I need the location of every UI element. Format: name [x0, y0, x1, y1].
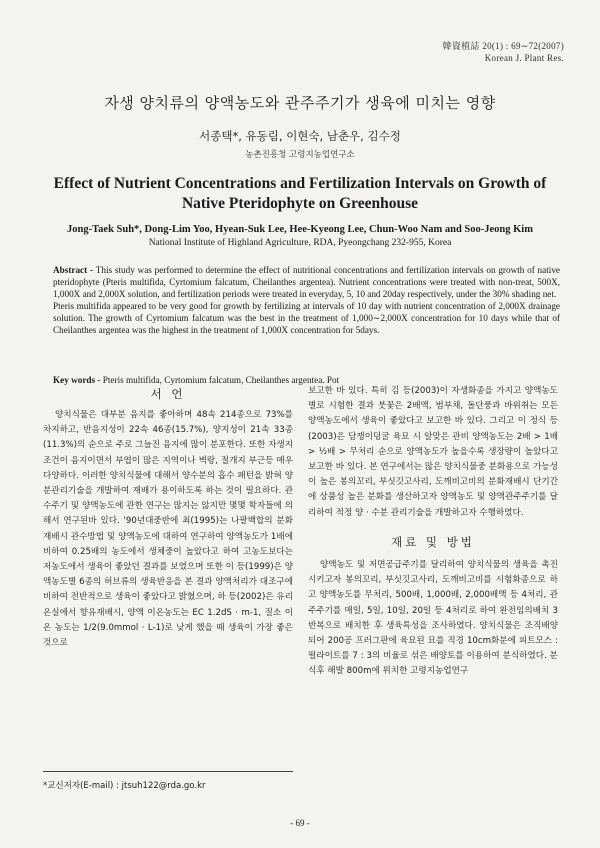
body-column-right: [308, 384, 558, 680]
corresponding-author-footnote: *교신저자(E-mail) : jtsuh122@rda.go.kr: [43, 781, 206, 791]
keywords-label: Key words -: [53, 375, 103, 385]
section-intro-heading-wrap: [43, 386, 293, 410]
authors-english: Jong-Taek Suh*, Dong-Lim Yoo, Hyean-Suk Lee, Hee-Kyeong Lee, Chun-Woo Nam and Soo-Jeong Kim: [67, 224, 533, 235]
title-english: Effect of Nutrient Concentrations and Fertilization Intervals on Growth of Native Pteridophyte on Greenhouse: [53, 175, 547, 212]
abstract-paragraph-1: [53, 264, 560, 300]
abstract-paragraph-2: Pteris multifida appeared to be very good for growth by fertilizing at intervals of 10 day with nutrient concentration of 2,000X drainage solution. The growth of Cyrtomium falcatum was the best in the treatment of 1,000∼2,000X concentration for 10 days while that of Cheilanthes argentea was the highest in the treatment of 1,000X concentration for 5days.: [53, 301, 560, 335]
body-column-left: [43, 408, 293, 651]
abstract: [53, 264, 560, 336]
authors-korean: 서종택*, 유동림, 이현숙, 남춘우, 김수정: [199, 129, 401, 143]
affiliation-korean: 농촌진흥청 고령지농업연구소: [245, 150, 355, 160]
intro-paragraph: 양치식물은 대부분 음지를 좋아하며 48속 214종으로 73%를 차지하고, 반음지성이 22속 46종(15.7%), 양지성이 21속 33종(11.3%)의 순으로 주로 그늘진 음지에 많이 분포한다. 또한 자생지 조건이 음지이면서 부엽이 많은 지역이나 벽랑, 절개지 부근등 매우 다양하다. 이러한 양치식물에 대해서 양수분의 흡수 패턴을 밝혀 양분관리기술을 개발하여 재배가 용이하도록 하는 것이 필요하다. 관수주기 및 양액농도에 관한 연구는 많지는 않지만 몇몇 학자들에 의해서 연구된바 있다. '90년대중반에 최(1995)는 나팔백합의 분화재배시 관수방법 및 양액농도에 대하여 연구하여 양액농도가 1배에 비하여 0.25배의 농도에서 생체중이 높았다고 하여 고농도보다는 저농도에서 생육이 좋았던 결과를 보였으며 또한 이 등(1999)은 양액농도별 6종의 허브류의 생육반응을 본 결과 양액처리가 대조구에 비하여 전반적으로 생육이 좋았다고 밝혔으며, 하 등(2002)은 유리온실에서 향유재배시, 양액 이온농도는 EC 1.2dS · m-1, 질소 이온 농도는 1/2(9.0mmol · L-1)로 낮게 했을 때 생육이 가장 좋은 것으로: [43, 410, 293, 649]
section-heading-intro: 서 언: [150, 387, 186, 401]
section-heading-methods: 재료 및 방법: [391, 534, 475, 549]
page-number: - 69 -: [290, 818, 310, 828]
abstract-label: Abstract -: [53, 265, 96, 275]
footnote-divider: [43, 771, 293, 772]
spacer: [308, 521, 558, 535]
title-korean: 자생 양치류의 양액농도와 관주주기가 생육에 미치는 영향: [104, 94, 496, 112]
abstract-text-1: This study was performed to determine the effect of nutritional concentrations and fertilization intervals on growth of native pteridophyte (Pteris multifida, Cyrtomium falcatum, Cheilanthes argentea). Nutrient concentrations were treated with non-treat, 500X, 1,000X and 2,000X solution, and fertilization periods were treated in everyday, 5, 10 and 20day respectively, under the 30% shading net.: [53, 265, 560, 299]
keywords-text: Pteris multifida, Cyrtomium falcatum, Cheilanthes argentea. Pot: [102, 375, 340, 385]
intro-paragraph-continued: 보고한 바 있다. 특히 김 등(2003)이 자생화종을 가지고 양액농도별로 시험한 결과 붓꽃은 2배액, 범부채, 돌단풍과 바위취는 모든 양액농도에서 생육이 좋았다고 보고한 바 있다. 그리고 이 정식 등(2003)은 담쟁이덩굴 육묘 시 알맞은 관비 양액농도는 2배 > 1배 > ½배 > 무처리 순으로 양액농도가 높을수록 생장량이 높았다고 보고한 바 있다. 본 연구에서는 많은 양치식물중 분화용으로 가능성이 높은 봉의꼬리, 부싯깃고사리, 도깨비고비의 분화재배시 단기간에 상품성 높은 분화를 생산하고자 양액농도 및 양액관주주기를 달리하여 적정 양 · 수분 관리기술을 개발하고자 수행하였다.: [308, 386, 558, 518]
methods-paragraph: 양액농도 및 저면공급주기를 달리하여 양치식물의 생육을 촉진시키고자 봉의꼬리, 부싯깃고사리, 도깨비고비를 시험화종으로 하고 양액농도를 무처리, 500배, 1,000배, 2,000배액 등 4처리, 관주주기를 매일, 5일, 10일, 20일 등 4처리로 하여 완전임의배치 3반복으로 배치한 후 생육특성을 조사하였다. 양치식물은 조직배양되어 200공 프러그판에 육묘된 묘를 직경 10cm화분에 피트모스 : 펄라이트를 7 : 3의 비율로 섞은 배양토를 이용하여 분식하였다. 분식후 해발 800m에 위치한 고령지농업연구: [308, 560, 558, 677]
journal-citation: 韓資植誌 20(1) : 69∼72(2007): [442, 41, 564, 51]
journal-header: [443, 40, 564, 64]
journal-name: Korean J. Plant Res.: [484, 53, 564, 63]
affiliation-english: National Institute of Highland Agriculture, RDA, Pyeongchang 232-955, Korea: [148, 238, 452, 248]
